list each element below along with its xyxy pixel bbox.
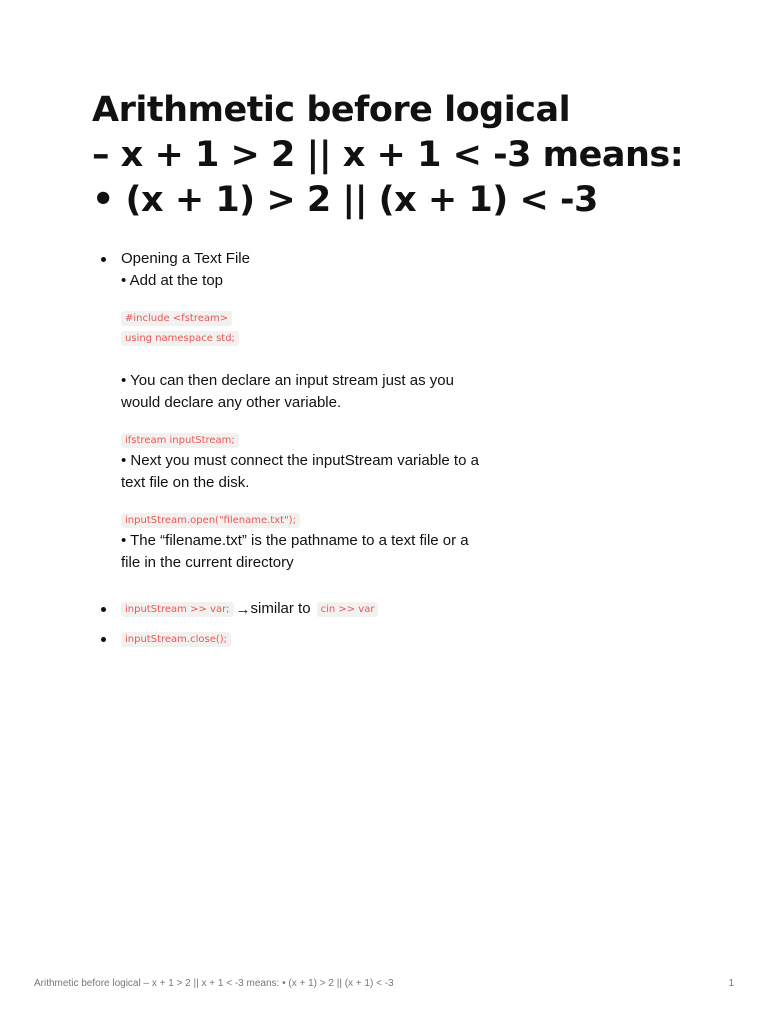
page-footer bbox=[34, 976, 734, 992]
connect-text-line-1: • Next you must connect the inputStream variable to a bbox=[121, 452, 479, 469]
title-line-3: • (x + 1) > 2 || (x + 1) < -3 bbox=[92, 180, 598, 220]
bullet-dot bbox=[101, 607, 106, 612]
right-arrow-icon: → bbox=[235, 600, 251, 618]
code-close: inputStream.close(); bbox=[121, 632, 231, 647]
similar-to-text: similar to bbox=[250, 600, 311, 617]
list-item-close bbox=[92, 628, 532, 650]
page-number: 1 bbox=[728, 978, 734, 989]
path-text-line-1: • The “filename.txt” is the pathname to a text file or a bbox=[121, 532, 469, 549]
list-item-opening-file bbox=[92, 248, 532, 588]
path-text-line-2: file in the current directory bbox=[121, 554, 294, 571]
code-include: #include <fstream> bbox=[121, 311, 232, 326]
connect-text-line-2: text file on the disk. bbox=[121, 474, 250, 491]
declare-text-line-1: • You can then declare an input stream just as you bbox=[121, 372, 454, 389]
code-ifstream: ifstream inputStream; bbox=[121, 433, 239, 448]
code-block-includes bbox=[121, 308, 532, 348]
code-block-open bbox=[121, 510, 532, 530]
bullet-list bbox=[92, 248, 532, 650]
title-line-2: – x + 1 > 2 || x + 1 < -3 means: bbox=[92, 135, 684, 175]
code-read-var: inputStream >> var; bbox=[121, 602, 234, 617]
code-block-ifstream bbox=[121, 430, 532, 450]
footer-text: Arithmetic before logical – x + 1 > 2 || x + 1 < -3 means: • (x + 1) > 2 || (x + 1) < -3 bbox=[34, 978, 394, 989]
page-title bbox=[92, 88, 732, 223]
code-open: inputStream.open("filename.txt"); bbox=[121, 513, 300, 528]
code-cin: cin >> var bbox=[317, 602, 379, 617]
bullet-dot bbox=[101, 257, 106, 262]
declare-text-line-2: would declare any other variable. bbox=[121, 394, 342, 411]
content-body bbox=[92, 248, 532, 650]
title-line-1: Arithmetic before logical bbox=[92, 90, 571, 130]
list-item-read-var bbox=[92, 598, 532, 620]
add-at-top-text: • Add at the top bbox=[121, 272, 223, 289]
item-heading: Opening a Text File bbox=[121, 250, 250, 267]
code-namespace: using namespace std; bbox=[121, 331, 239, 346]
bullet-dot bbox=[101, 637, 106, 642]
